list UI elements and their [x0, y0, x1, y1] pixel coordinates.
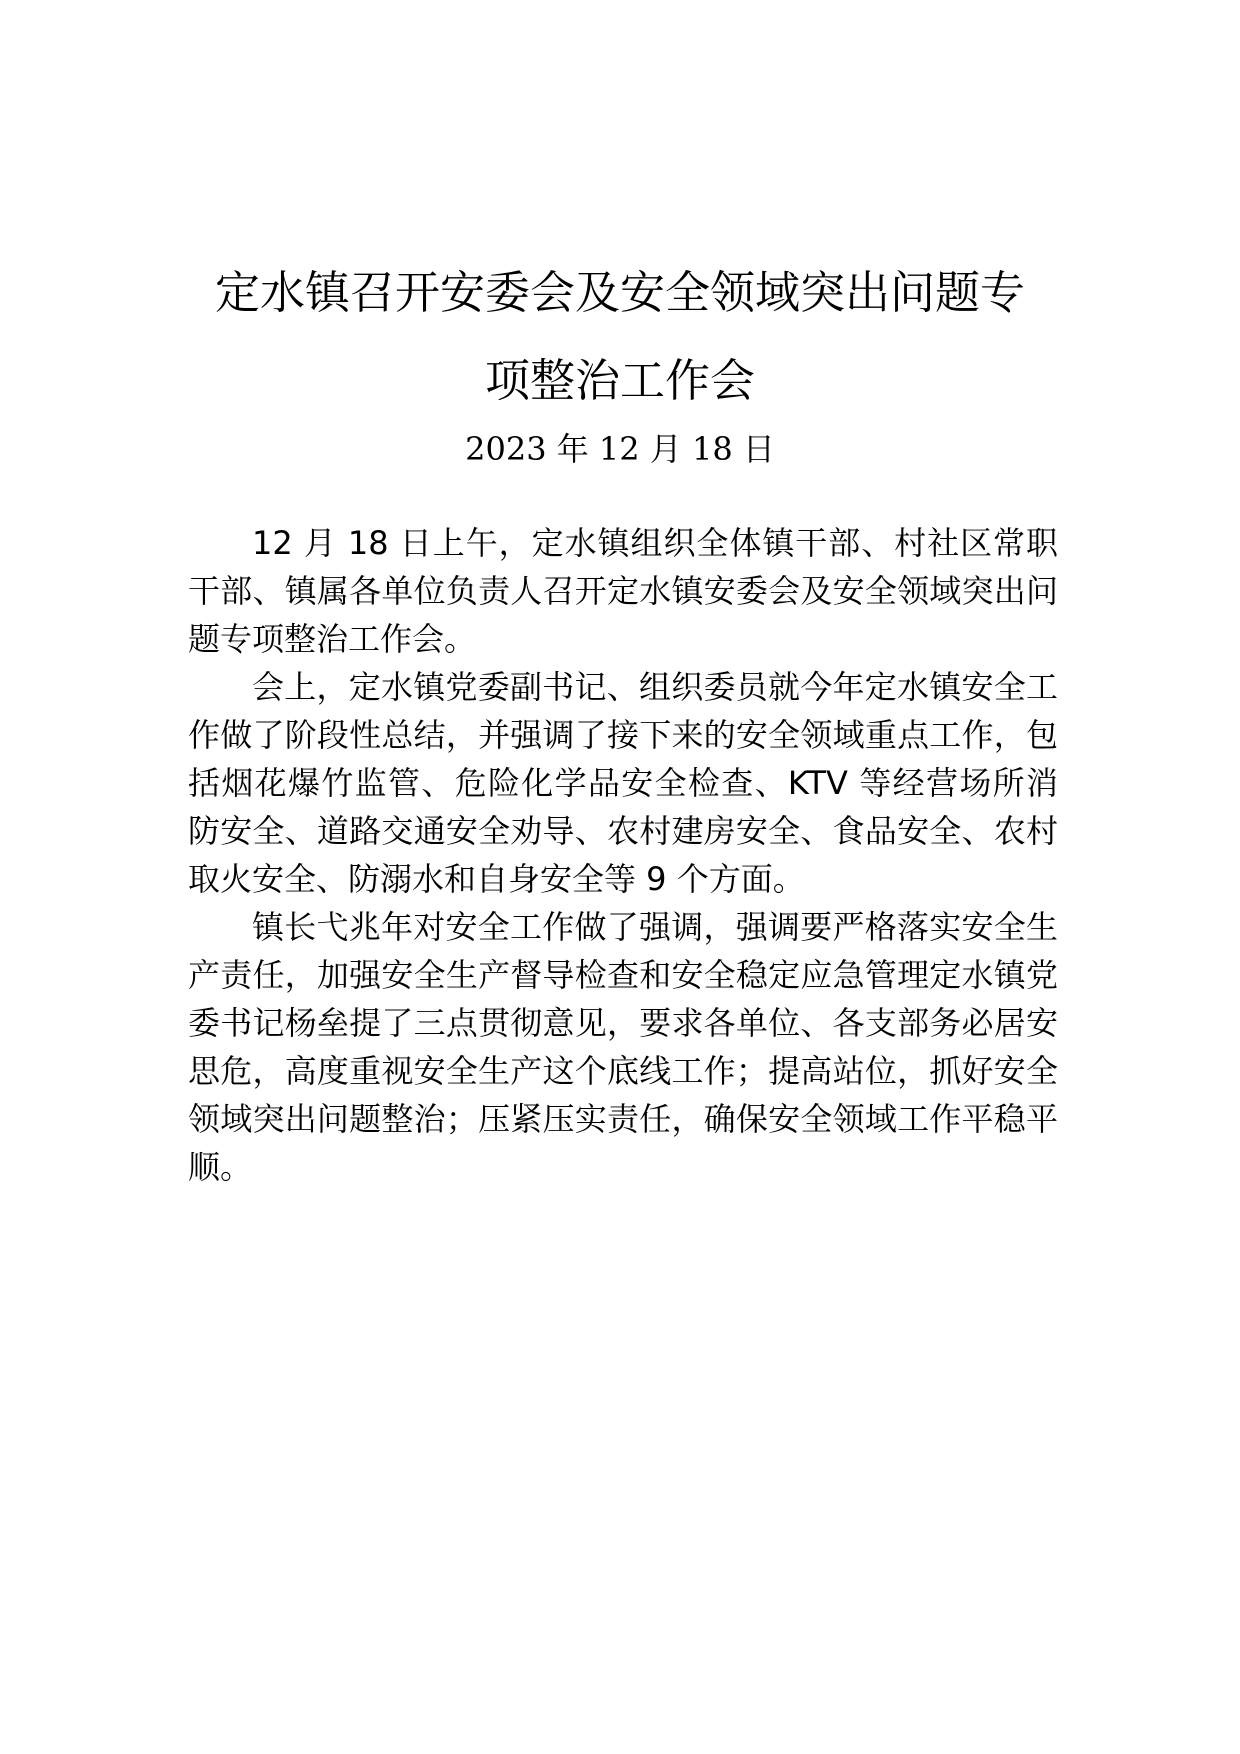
- document-date: 2023 年 12 月 18 日: [465, 430, 775, 468]
- body-paragraph-2: 会上，定水镇党委副书记、组织委员就今年定水镇安全工作做了阶段性总结，并强调了接下来的安全领域重点工作，包括烟花爆竹监管、危险化学品安全检查、KTV 等经营场所消防安全、道路交通安全劝导、农村建房安全、食品安全、农村取火安全、防溺水和自身安全等 9 个方面。: [188, 668, 1058, 898]
- body-paragraph-1: 12 月 18 日上午，定水镇组织全体镇干部、村社区常职干部、镇属各单位负责人召开定水镇安委会及安全领域突出问题专项整治工作会。: [188, 524, 1058, 658]
- document-body: [188, 519, 1058, 1191]
- document-title-line-2: 项整治工作会: [484, 354, 755, 407]
- document-title-line-1: 定水镇召开安委会及安全领域突出问题专: [214, 266, 1025, 319]
- body-paragraph-3: 镇长弋兆年对安全工作做了强调，强调要严格落实安全生产责任，加强安全生产督导检查和安全稳定应急管理定水镇党委书记杨垒提了三点贯彻意见，要求各单位、各支部务必居安思危，高度重视安全生产这个底线工作；提高站位，抓好安全领域突出问题整治；压紧压实责任，确保安全领域工作平稳平顺。: [188, 908, 1058, 1186]
